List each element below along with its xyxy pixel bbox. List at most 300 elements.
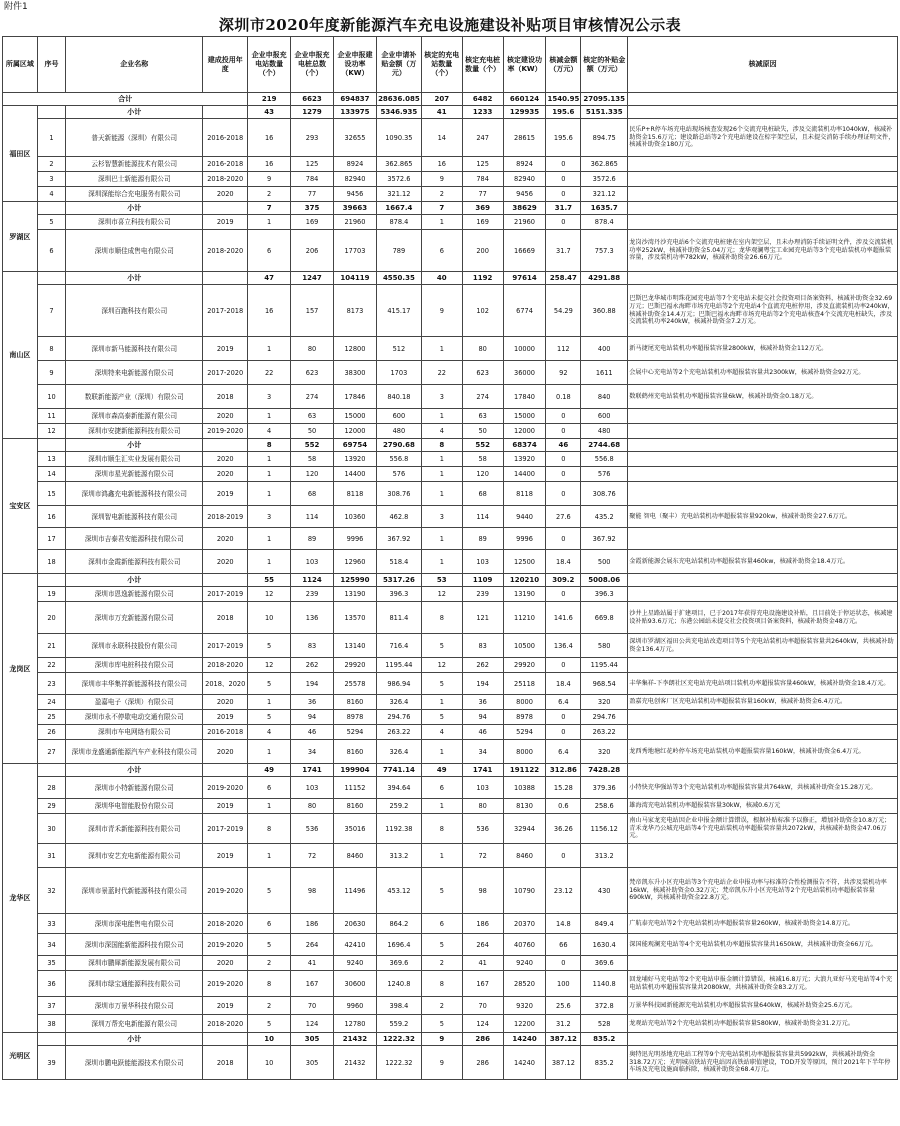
table-row (3, 337, 898, 361)
row-value: 6 (248, 230, 291, 272)
subtotal-value: 31.7 (546, 202, 581, 215)
row-value: 14 (421, 119, 462, 157)
row-value: 8978 (334, 710, 377, 725)
row-value: 12960 (334, 550, 377, 574)
company-name: 深圳智电新能源科技有限公司 (66, 506, 203, 528)
reduction-reason (628, 528, 898, 550)
row-value: 121 (462, 602, 503, 634)
row-value: 274 (291, 385, 334, 409)
build-year: 2018 (203, 1046, 248, 1080)
build-year: 2019 (203, 710, 248, 725)
subtotal-value: 286 (462, 1033, 503, 1046)
row-value: 1140.8 (581, 971, 628, 997)
row-number: 35 (37, 956, 66, 971)
row-number: 19 (37, 587, 66, 602)
row-value: 367.92 (376, 528, 421, 550)
build-year: 2020 (203, 409, 248, 424)
subtotal-value: 5317.26 (376, 574, 421, 587)
company-name: 深圳市永联科技股份有限公司 (66, 634, 203, 658)
reduction-reason: 聚能 智电（聚丰）充电站装机功率超报装容量920kw，核减补助资金27.6万元。 (628, 506, 898, 528)
row-value: 0 (546, 187, 581, 202)
subtotal-value: 1192 (462, 272, 503, 285)
subtotal-no (37, 272, 66, 285)
row-value: 556.8 (376, 452, 421, 467)
subtotal-year (203, 106, 248, 119)
subtotal-value: 2790.68 (376, 439, 421, 452)
reduction-reason: 梵帝凯东升小区充电站等3个充电站企业申报功率与标准符合性检测报告不符，共涉及装机功率16kW，核减补助资金0.32万元；梵帝凯东升小区充电站等2个充电站装机功率超报装容量690kW，共核减补助资金22.8万元。 (628, 868, 898, 914)
table-row (3, 673, 898, 695)
row-value: 293 (291, 119, 334, 157)
reduction-reason: 回龙埔好马充电站等2个充电站申报金额计算错误，核减16.8万元；大浪九亚好马充电站等4个充电站装机功率超报装容量共2080kW，共核减补助资金83.2万元。 (628, 971, 898, 997)
row-value: 120 (291, 467, 334, 482)
row-value: 757.3 (581, 230, 628, 272)
table-row (3, 230, 898, 272)
row-value: 8460 (334, 844, 377, 868)
subtotal-row (3, 106, 898, 119)
reduction-reason (628, 710, 898, 725)
subtotal-no (37, 574, 66, 587)
row-number: 20 (37, 602, 66, 634)
total-value: 28636.085 (376, 93, 421, 106)
subtotal-value: 5008.06 (581, 574, 628, 587)
subtotal-value: 97614 (503, 272, 546, 285)
header-cell: 序号 (37, 37, 66, 93)
row-value: 25.6 (546, 997, 581, 1015)
row-value: 0.6 (546, 799, 581, 814)
row-value: 82940 (503, 172, 546, 187)
company-name: 数联新能源产业（深圳）有限公司 (66, 385, 203, 409)
company-name: 深圳市鹏犀新能源发展有限公司 (66, 956, 203, 971)
row-value: 169 (462, 215, 503, 230)
subtotal-reason (628, 272, 898, 285)
row-value: 13190 (503, 587, 546, 602)
row-value: 1156.12 (581, 814, 628, 844)
row-value: 72 (291, 844, 334, 868)
company-name: 深圳市青禾新能源科技有限公司 (66, 814, 203, 844)
reduction-reason: 深圳市罗湖区福田公共充电站改造项目等5个充电站装机功率超报装容量共2640kW，共核减补助资金136.4万元。 (628, 634, 898, 658)
district-name: 龙华区 (3, 764, 38, 1033)
row-value: 70 (291, 997, 334, 1015)
reduction-reason (628, 587, 898, 602)
row-value: 0 (546, 215, 581, 230)
row-number: 24 (37, 695, 66, 710)
row-value: 58 (462, 452, 503, 467)
table-row (3, 467, 898, 482)
row-value: 103 (462, 550, 503, 574)
row-value: 42410 (334, 934, 377, 956)
build-year: 2017-2019 (203, 814, 248, 844)
row-value: 894.75 (581, 119, 628, 157)
row-value: 1 (248, 844, 291, 868)
row-value: 2 (248, 997, 291, 1015)
subtotal-value: 40 (421, 272, 462, 285)
row-value: 0 (546, 172, 581, 187)
row-number: 1 (37, 119, 66, 157)
reduction-reason (628, 452, 898, 467)
table-row (3, 1015, 898, 1033)
subtotal-label: 小计 (66, 106, 203, 119)
row-value: 986.94 (376, 673, 421, 695)
row-value: 1 (421, 550, 462, 574)
row-value: 1611 (581, 361, 628, 385)
subtotal-row (3, 272, 898, 285)
subtotal-value: 9 (421, 1033, 462, 1046)
reduction-reason (628, 172, 898, 187)
row-value: 31.7 (546, 230, 581, 272)
row-value: 12 (421, 587, 462, 602)
company-name: 深圳市森高泰新能源有限公司 (66, 409, 203, 424)
header-cell: 所属区域 (3, 37, 38, 93)
build-year: 2016-2018 (203, 725, 248, 740)
row-value: 415.17 (376, 285, 421, 337)
reduction-reason: 丰华集祥-下李朗社区充电站充电站项目装机功率超报装容量460kW，核减补助资金18.4万元。 (628, 673, 898, 695)
row-value: 13140 (334, 634, 377, 658)
row-value: 263.22 (376, 725, 421, 740)
row-value: 362.865 (376, 157, 421, 172)
subtotal-value: 2744.68 (581, 439, 628, 452)
row-value: 8924 (334, 157, 377, 172)
row-value: 453.12 (376, 868, 421, 914)
row-value: 17703 (334, 230, 377, 272)
row-value: 1 (248, 337, 291, 361)
district-name: 宝安区 (3, 439, 38, 574)
table-row (3, 172, 898, 187)
subtotal-row (3, 764, 898, 777)
company-name: 云杉智慧新能源技术有限公司 (66, 157, 203, 172)
subtotal-value: 129935 (503, 106, 546, 119)
row-value: 124 (291, 1015, 334, 1033)
build-year: 2020 (203, 187, 248, 202)
subtotal-value: 552 (291, 439, 334, 452)
subtotal-value: 309.2 (546, 574, 581, 587)
row-value: 396.3 (376, 587, 421, 602)
row-value: 1195.44 (581, 658, 628, 673)
row-value: 239 (462, 587, 503, 602)
row-number: 18 (37, 550, 66, 574)
row-value: 9996 (503, 528, 546, 550)
row-number: 34 (37, 934, 66, 956)
row-value: 849.4 (581, 914, 628, 934)
subtotal-value: 552 (462, 439, 503, 452)
subtotal-value: 38629 (503, 202, 546, 215)
row-value: 35016 (334, 814, 377, 844)
subtotal-year (203, 1033, 248, 1046)
row-value: 206 (291, 230, 334, 272)
row-value: 878.4 (376, 215, 421, 230)
row-number: 3 (37, 172, 66, 187)
reduction-reason: 万景华科技园新能源充电站装机功率超报装容量640kW，核减补助资金25.6万元。 (628, 997, 898, 1015)
row-number: 21 (37, 634, 66, 658)
subtotal-value: 312.86 (546, 764, 581, 777)
build-year: 2016-2018 (203, 119, 248, 157)
subtotal-value: 120210 (503, 574, 546, 587)
company-name: 深圳市绿宝通能源科技有限公司 (66, 971, 203, 997)
total-value: 27095.135 (581, 93, 628, 106)
build-year: 2018-2019 (203, 506, 248, 528)
table-row (3, 997, 898, 1015)
row-value: 9240 (334, 956, 377, 971)
row-value: 32655 (334, 119, 377, 157)
row-value: 80 (291, 337, 334, 361)
build-year: 2019 (203, 337, 248, 361)
table-row (3, 868, 898, 914)
row-value: 5 (421, 634, 462, 658)
row-number: 30 (37, 814, 66, 844)
reduction-reason: 会展中心充电站等2个充电站装机功率超报装容量共2300kW，核减补助资金92万元。 (628, 361, 898, 385)
page-title: 深圳市2020年度新能源汽车充电设施建设补贴项目审核情况公示表 (218, 16, 682, 34)
row-value: 9960 (334, 997, 377, 1015)
row-value: 6774 (503, 285, 546, 337)
subtotal-value: 835.2 (581, 1033, 628, 1046)
subtotal-value: 1279 (291, 106, 334, 119)
row-value: 1 (421, 528, 462, 550)
row-number: 8 (37, 337, 66, 361)
row-value: 63 (462, 409, 503, 424)
subtotal-no (37, 764, 66, 777)
row-value: 186 (462, 914, 503, 934)
header-cell: 核定的补贴金额（万元） (581, 37, 628, 93)
row-value: 195.6 (546, 119, 581, 157)
table-row (3, 602, 898, 634)
row-value: 83 (462, 634, 503, 658)
subtotal-no (37, 1033, 66, 1046)
company-name: 深圳市深电能售电有限公司 (66, 914, 203, 934)
subtotal-value: 69754 (334, 439, 377, 452)
row-value: 103 (291, 777, 334, 799)
row-value: 66 (546, 934, 581, 956)
company-name: 深圳市顺佳成售电有限公司 (66, 230, 203, 272)
row-value: 313.2 (581, 844, 628, 868)
row-value: 372.8 (581, 997, 628, 1015)
row-value: 294.76 (581, 710, 628, 725)
total-value: 207 (421, 93, 462, 106)
subtotal-reason (628, 106, 898, 119)
row-value: 0 (546, 409, 581, 424)
build-year: 2020 (203, 740, 248, 764)
row-value: 518.4 (376, 550, 421, 574)
subtotal-row (3, 1033, 898, 1046)
row-value: 321.12 (581, 187, 628, 202)
build-year: 2017-2018 (203, 285, 248, 337)
table-row (3, 385, 898, 409)
row-value: 5 (248, 673, 291, 695)
row-number: 17 (37, 528, 66, 550)
build-year: 2020 (203, 528, 248, 550)
row-value: 200 (462, 230, 503, 272)
row-value: 313.2 (376, 844, 421, 868)
row-value: 17846 (334, 385, 377, 409)
row-value: 2 (248, 956, 291, 971)
row-value: 536 (462, 814, 503, 844)
company-name: 盈嘉电子（深圳）有限公司 (66, 695, 203, 710)
row-value: 82940 (334, 172, 377, 187)
row-value: 9996 (334, 528, 377, 550)
district-name: 罗湖区 (3, 202, 38, 272)
row-value: 14400 (503, 467, 546, 482)
row-number: 39 (37, 1046, 66, 1080)
row-value: 1 (421, 215, 462, 230)
subtotal-value: 8 (421, 439, 462, 452)
row-value: 321.12 (376, 187, 421, 202)
company-name: 深圳市深国能新能源科技有限公司 (66, 934, 203, 956)
table-row (3, 482, 898, 506)
subtotal-value: 195.6 (546, 106, 581, 119)
row-value: 1090.35 (376, 119, 421, 157)
row-number: 36 (37, 971, 66, 997)
row-value: 12 (248, 658, 291, 673)
table-row (3, 424, 898, 439)
row-value: 46 (291, 725, 334, 740)
subtotal-value: 10 (248, 1033, 291, 1046)
reduction-reason (628, 844, 898, 868)
company-name: 深圳市万充新能源有限公司 (66, 602, 203, 634)
row-value: 5 (421, 1015, 462, 1033)
subtotal-value: 1233 (462, 106, 503, 119)
build-year: 2020 (203, 467, 248, 482)
row-value: 600 (376, 409, 421, 424)
company-name: 深圳市安艺充电新能源有限公司 (66, 844, 203, 868)
subtotal-label: 小计 (66, 764, 203, 777)
row-value: 1 (248, 467, 291, 482)
row-value: 124 (462, 1015, 503, 1033)
subtotal-year (203, 764, 248, 777)
row-value: 247 (462, 119, 503, 157)
subtotal-reason (628, 439, 898, 452)
row-value: 30600 (334, 971, 377, 997)
row-value: 18.4 (546, 673, 581, 695)
row-value: 25578 (334, 673, 377, 695)
company-name: 深圳市永不停歇电动交通有限公司 (66, 710, 203, 725)
subtotal-value: 191122 (503, 764, 546, 777)
company-name: 深圳市顺生汇实业发展有限公司 (66, 452, 203, 467)
row-value: 5 (421, 710, 462, 725)
row-number: 25 (37, 710, 66, 725)
row-value: 31.2 (546, 1015, 581, 1033)
subtotal-value: 1124 (291, 574, 334, 587)
build-year: 2017-2019 (203, 634, 248, 658)
row-value: 5 (248, 868, 291, 914)
subtotal-value: 39663 (334, 202, 377, 215)
company-name: 深圳市新马能源科技有限公司 (66, 337, 203, 361)
row-value: 878.4 (581, 215, 628, 230)
build-year: 2020 (203, 550, 248, 574)
row-value: 23.12 (546, 868, 581, 914)
row-value: 2 (421, 997, 462, 1015)
subtotal-row (3, 574, 898, 587)
reduction-reason (628, 482, 898, 506)
row-value: 840.18 (376, 385, 421, 409)
row-value: 1 (421, 740, 462, 764)
reduction-reason: 盈嘉充电创客厂区充电站装机功率超报装容量160kW，核减补助资金6.4万元。 (628, 695, 898, 710)
row-value: 1 (248, 799, 291, 814)
subtotal-year (203, 202, 248, 215)
row-value: 8173 (334, 285, 377, 337)
table-row (3, 409, 898, 424)
row-value: 1 (421, 467, 462, 482)
row-value: 3572.6 (581, 172, 628, 187)
build-year: 2019-2020 (203, 934, 248, 956)
district-name: 光明区 (3, 1033, 38, 1080)
row-value: 398.4 (376, 997, 421, 1015)
row-value: 1 (248, 482, 291, 506)
row-value: 8160 (334, 740, 377, 764)
row-value: 1240.8 (376, 971, 421, 997)
reduction-reason (628, 409, 898, 424)
row-value: 2 (421, 956, 462, 971)
row-value: 294.76 (376, 710, 421, 725)
row-number: 4 (37, 187, 66, 202)
row-value: 8 (248, 971, 291, 997)
row-value: 784 (462, 172, 503, 187)
row-number: 12 (37, 424, 66, 439)
row-value: 8130 (503, 799, 546, 814)
row-value: 480 (376, 424, 421, 439)
row-value: 308.76 (581, 482, 628, 506)
row-value: 34 (462, 740, 503, 764)
row-value: 28520 (503, 971, 546, 997)
table-row (3, 710, 898, 725)
row-value: 320 (581, 695, 628, 710)
row-value: 4 (421, 424, 462, 439)
row-value: 12200 (503, 1015, 546, 1033)
row-value: 14240 (503, 1046, 546, 1080)
row-value: 29920 (503, 658, 546, 673)
row-value: 387.12 (546, 1046, 581, 1080)
subtotal-label: 小计 (66, 574, 203, 587)
row-value: 320 (581, 740, 628, 764)
row-value: 16669 (503, 230, 546, 272)
table-row (3, 215, 898, 230)
subtotal-value: 133975 (334, 106, 377, 119)
row-value: 0 (546, 467, 581, 482)
row-value: 0 (546, 658, 581, 673)
table-row (3, 587, 898, 602)
subtotal-value: 46 (546, 439, 581, 452)
subtotal-value: 305 (291, 1033, 334, 1046)
subtotal-value: 5151.335 (581, 106, 628, 119)
row-value: 5 (248, 1015, 291, 1033)
row-value: 1 (248, 695, 291, 710)
row-value: 12800 (334, 337, 377, 361)
row-value: 6 (248, 914, 291, 934)
row-value: 11210 (503, 602, 546, 634)
row-value: 669.8 (581, 602, 628, 634)
row-value: 12500 (503, 550, 546, 574)
company-name: 深圳市车电网络有限公司 (66, 725, 203, 740)
row-value: 480 (581, 424, 628, 439)
row-value: 1 (248, 740, 291, 764)
row-value: 25118 (503, 673, 546, 695)
header-cell: 企业申请补贴金额（万元） (376, 37, 421, 93)
row-value: 10388 (503, 777, 546, 799)
row-value: 70 (462, 997, 503, 1015)
subtotal-reason (628, 764, 898, 777)
table-row (3, 740, 898, 764)
reduction-reason (628, 725, 898, 740)
row-value: 2 (248, 187, 291, 202)
row-number: 28 (37, 777, 66, 799)
row-value: 13570 (334, 602, 377, 634)
build-year: 2019 (203, 997, 248, 1015)
table-row (3, 799, 898, 814)
row-value: 0 (546, 725, 581, 740)
reduction-reason: 雄海湾充电站装机功率超报装容量30kW，核减0.6万元 (628, 799, 898, 814)
row-value: 112 (546, 337, 581, 361)
row-value: 5294 (503, 725, 546, 740)
row-value: 1192.38 (376, 814, 421, 844)
row-value: 8160 (334, 799, 377, 814)
row-value: 100 (546, 971, 581, 997)
